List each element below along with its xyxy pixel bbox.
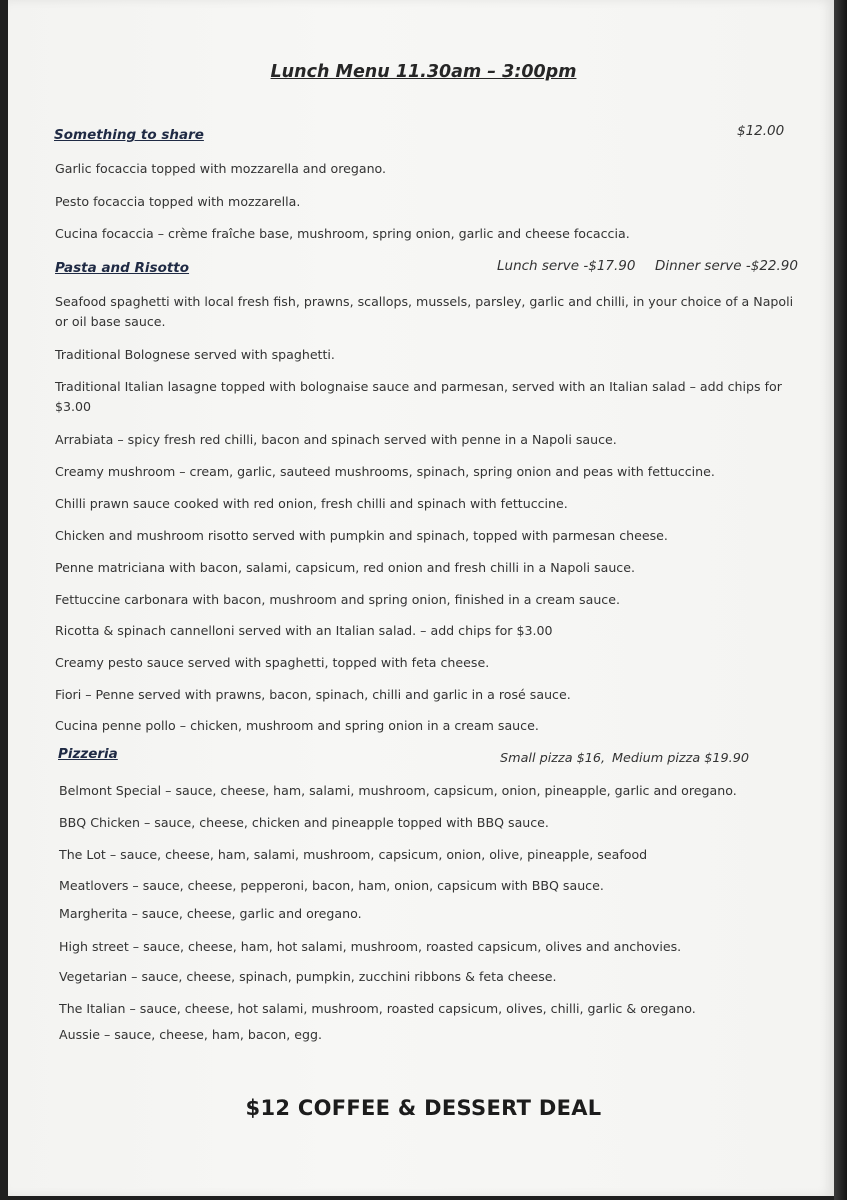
sleeve-edge bbox=[834, 0, 847, 1200]
menu-item: High street – sauce, cheese, ham, hot salami, mushroom, roasted capsicum, olives and anchovies. bbox=[59, 939, 682, 954]
menu-item: Cucina penne pollo – chicken, mushroom and spring onion in a cream sauce. bbox=[55, 718, 539, 733]
menu-item: Belmont Special – sauce, cheese, ham, salami, mushroom, capsicum, onion, pineapple, garlic and oregano. bbox=[59, 783, 737, 798]
menu-item: The Lot – sauce, cheese, ham, salami, mushroom, capsicum, onion, olive, pineapple, seafood bbox=[59, 847, 648, 862]
menu-item: Traditional Bolognese served with spaghetti. bbox=[55, 347, 335, 362]
menu-item: Seafood spaghetti with local fresh fish, prawns, scallops, mussels, parsley, garlic and chilli, in your choice of a Napoli or oil base sauce. bbox=[55, 294, 794, 329]
menu-item: Ricotta & spinach cannelloni served with an Italian salad. – add chips for $3.00 bbox=[55, 623, 553, 638]
menu-title: Lunch Menu 11.30am – 3:00pm bbox=[270, 62, 577, 82]
pizza-small-price: Small pizza $16, bbox=[500, 751, 606, 766]
menu-item: Fettuccine carbonara with bacon, mushroom and spring onion, finished in a cream sauce. bbox=[55, 592, 620, 607]
menu-item: Aussie – sauce, cheese, ham, bacon, egg. bbox=[59, 1027, 322, 1042]
share-price: $12.00 bbox=[737, 123, 785, 139]
menu-item: Meatlovers – sauce, cheese, pepperoni, bacon, ham, onion, capsicum with BBQ sauce. bbox=[59, 878, 604, 893]
menu-item: Penne matriciana with bacon, salami, capsicum, red onion and fresh chilli in a Napoli sauce. bbox=[55, 560, 635, 575]
section-heading-share: Something to share bbox=[54, 127, 204, 143]
menu-item: Chilli prawn sauce cooked with red onion, fresh chilli and spinach with fettuccine. bbox=[55, 496, 568, 511]
coffee-dessert-deal: $12 COFFEE & DESSERT DEAL bbox=[245, 1096, 602, 1120]
menu-item: Creamy mushroom – cream, garlic, sauteed mushrooms, spinach, spring onion and peas with fettuccine. bbox=[55, 464, 715, 479]
menu-item: Cucina focaccia – crème fraîche base, mushroom, spring onion, garlic and cheese focaccia. bbox=[55, 226, 630, 241]
menu-item: Fiori – Penne served with prawns, bacon, spinach, chilli and garlic in a rosé sauce. bbox=[55, 687, 571, 702]
menu-item: The Italian – sauce, cheese, hot salami, mushroom, roasted capsicum, olives, chilli, garlic & oregano. bbox=[59, 1001, 696, 1016]
menu-item: Pesto focaccia topped with mozzarella. bbox=[55, 194, 301, 209]
menu-item: Margherita – sauce, cheese, garlic and oregano. bbox=[59, 906, 362, 921]
section-heading-pizzeria: Pizzeria bbox=[58, 746, 118, 762]
pasta-lunch-price: Lunch serve -$17.90 bbox=[497, 258, 636, 274]
menu-item: Garlic focaccia topped with mozzarella and oregano. bbox=[55, 161, 387, 176]
pizza-medium-price: Medium pizza $19.90 bbox=[612, 751, 750, 766]
menu-item: Arrabiata – spicy fresh red chilli, bacon and spinach served with penne in a Napoli sauce. bbox=[55, 432, 617, 447]
menu-item: BBQ Chicken – sauce, cheese, chicken and pineapple topped with BBQ sauce. bbox=[59, 815, 549, 830]
menu-item: Creamy pesto sauce served with spaghetti, topped with feta cheese. bbox=[55, 655, 490, 670]
menu-item: Vegetarian – sauce, cheese, spinach, pumpkin, zucchini ribbons & feta cheese. bbox=[59, 969, 557, 984]
pasta-dinner-price: Dinner serve -$22.90 bbox=[655, 258, 798, 274]
menu-item: Chicken and mushroom risotto served with pumpkin and spinach, topped with parmesan cheese. bbox=[55, 528, 668, 543]
menu-item: Traditional Italian lasagne topped with bolognaise sauce and parmesan, served with an Italian salad – add chips for $3.00 bbox=[55, 379, 782, 414]
section-heading-pasta: Pasta and Risotto bbox=[55, 260, 190, 276]
